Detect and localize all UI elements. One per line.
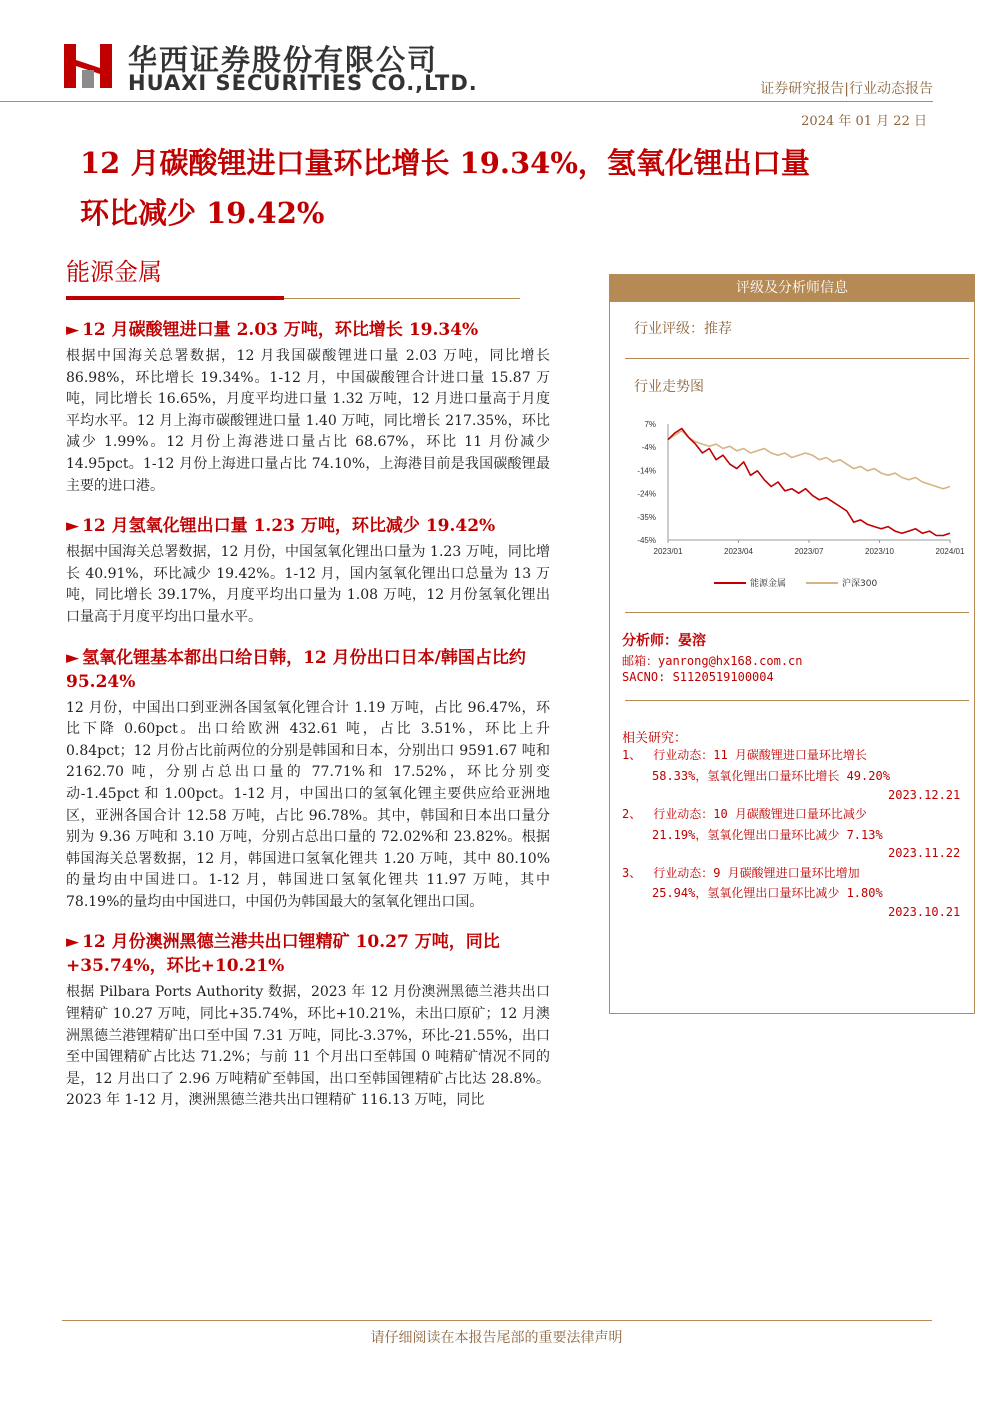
sidebar-divider <box>625 612 969 613</box>
series-line-sector <box>668 429 950 536</box>
sector-divider <box>284 298 520 299</box>
sector-underline <box>66 296 284 300</box>
analyst-name: 分析师：晏溶 <box>622 633 706 649</box>
y-tick-label: -35% <box>637 512 656 522</box>
section-heading: ► 氢氧化锂基本都出口给日韩，12 月份出口日本/韩国占比约 95.24% <box>66 647 526 692</box>
section-paragraph: 根据中国海关总署数据，12 月我国碳酸锂进口量 2.03 万吨，同比增长 86.98%，环比增长 19.34%。1-12 月，中国碳酸锂合计进口量 15.87 万吨，同比增长 16.65%，月度平均进口量 1.32 万吨，12 月进口量高于月度平均水平。12 月上海市碳酸锂进口量 1.40 万吨，同比增长 217.35%，环比减少 1.99%。12 月份上海港进口量占比 68.67%，环比 11 月份减少 14.95pct。1-12 月份上海进口量占比 74.10%，上海港目前是我国碳酸锂最主要的进口港。 <box>66 348 550 494</box>
y-tick-label: -4% <box>641 443 656 453</box>
x-tick-label: 2023/10 <box>865 547 894 556</box>
x-tick-label: 2023/01 <box>653 547 683 556</box>
bullet-arrow-icon: ► <box>66 320 80 340</box>
bullet-arrow-icon: ► <box>66 647 80 668</box>
industry-rating: 行业评级：推荐 <box>634 321 732 337</box>
report-type: 证券研究报告|行业动态报告 <box>760 81 933 97</box>
analyst-sacno: SACNO: S1120519100004 <box>622 670 774 684</box>
section-2 <box>66 514 550 628</box>
industry-trend-chart <box>628 416 968 596</box>
related-item-2-date: 2023.11.22 <box>888 846 961 860</box>
y-tick-label: -14% <box>637 466 656 476</box>
section-3 <box>66 646 550 914</box>
report-body <box>66 318 550 1129</box>
related-item-2-line-2: 21.19%，氢氧化锂出口量环比减少 7.13% <box>652 828 883 842</box>
huaxi-logo-icon <box>62 40 114 92</box>
sector-title: 能源金属 <box>66 258 162 286</box>
related-item-3: 3、 行业动态：9 月碳酸锂进口量环比增加 <box>622 866 860 880</box>
section-paragraph: 根据中国海关总署数据，12 月份，中国氢氧化锂出口量为 1.23 万吨，同比增长 40.91%，环比减少 19.42%。1-12 月，国内氢氧化锂出口总量为 13 万吨，同比增长 39.17%，月度平均出口量为 1.08 万吨，12 月份氢氧化锂出口量高于月度平均出口量水平。 <box>66 544 550 625</box>
section-paragraph: 12 月份，中国出口到亚洲各国氢氧化锂合计 1.19 万吨，占比 96.47%，环比下降 0.60pct。出口给欧洲 432.61 吨，占比 3.51%，环比上升 0.84pct；12 月份占比前两位的分别是韩国和日本，分别出口 9591.67 吨和 2162.70 吨，分别占总出口量的 77.71%和 17.52%，环比分别变动-1.45pct 和 1.00pct。1-12 月，中国出口的氢氧化锂主要供应给亚洲地区，亚洲各国合计 12.58 万吨，占比 96.78%。其中，韩国和日本出口量分别为 9.36 万吨和 3.10 万吨，分别占总出口量的 72.02%和 23.82%。根据韩国海关总署数据，12 月，韩国进口氢氧化锂共 1.20 万吨，其中 80.10%的量均由中国进口。1-12 月，韩国进口氢氧化锂共 11.97 万吨，其中 78.19%的量均由中国进口，中国仍为韩国最大的氢氧化锂出口国。 <box>66 699 550 910</box>
sidebar-bottom-border <box>609 1013 975 1014</box>
header-divider <box>0 101 933 102</box>
section-1 <box>66 318 550 497</box>
trend-chart-svg <box>628 416 968 596</box>
bullet-arrow-icon: ► <box>66 932 80 953</box>
y-tick-label: -24% <box>637 489 656 499</box>
sidebar-header: 评级及分析师信息 <box>609 274 975 302</box>
sidebar-divider <box>625 700 969 701</box>
x-tick-label: 2023/07 <box>794 547 824 556</box>
analyst-email: 邮箱：yanrong@hx168.com.cn <box>622 654 803 668</box>
legend-label: 能源金属 <box>750 579 787 589</box>
section-heading: ► 12 月氢氧化锂出口量 1.23 万吨，环比减少 19.42% <box>66 516 496 537</box>
y-tick-label: 7% <box>644 420 656 429</box>
section-heading: ► 12 月份澳洲黑德兰港共出口锂精矿 10.27 万吨，同比+35.74%，环比+10.21% <box>66 932 500 977</box>
report-title-line-2: 环比减少 19.42% <box>80 196 325 230</box>
legend-label: 沪深300 <box>842 579 878 589</box>
x-tick-label: 2023/04 <box>724 547 753 556</box>
footer-divider <box>62 1320 932 1321</box>
related-research-title: 相关研究： <box>622 731 688 746</box>
related-item-2: 2、 行业动态：10 月碳酸锂进口量环比减少 <box>622 807 867 821</box>
x-tick-label: 2024/01 <box>935 547 965 556</box>
section-4 <box>66 930 550 1112</box>
report-date: 2024 年 01 月 22 日 <box>801 114 927 129</box>
related-item-1: 1、 行业动态：11 月碳酸锂进口量环比增长 <box>622 748 867 762</box>
bullet-arrow-icon: ► <box>66 516 80 537</box>
report-title <box>80 138 960 238</box>
section-paragraph: 根据 Pilbara Ports Authority 数据，2023 年 12 月份澳洲黑德兰港共出口锂精矿 10.27 万吨，同比+35.74%，环比+10.21%，未出口原矿；12 月澳洲黑德兰港锂精矿出口至中国 7.31 万吨，同比-3.37%，环比-21.55%，出口至中国锂精矿占比达 71.2%；与前 11 个月出口至韩国 0 吨精矿情况不同的是，12 月出口了 2.96 万吨精矿至韩国，出口至韩国锂精矿占比达 28.8%。2023 年 1-12 月，澳洲黑德兰港共出口锂精矿 116.13 万吨，同比 <box>66 984 550 1109</box>
company-name-cn: 华西证券股份有限公司 <box>128 43 439 77</box>
related-item-3-line-2: 25.94%，氢氧化锂出口量环比减少 1.80% <box>652 886 883 900</box>
y-tick-label: -45% <box>637 536 656 545</box>
report-title-line-1: 12 月碳酸锂进口量环比增长 19.34%，氢氧化锂出口量 <box>80 146 810 180</box>
sidebar-divider <box>625 358 969 359</box>
related-item-1-line-2: 58.33%，氢氧化锂出口量环比增长 49.20% <box>652 769 890 783</box>
section-heading: ► 12 月碳酸锂进口量 2.03 万吨，环比增长 19.34% <box>66 320 479 340</box>
legal-notice: 请仔细阅读在本报告尾部的重要法律声明 <box>370 1330 623 1346</box>
series-line-benchmark <box>668 431 950 489</box>
company-name-en: HUAXI SECURITIES CO.,LTD. <box>128 71 478 95</box>
related-item-1-date: 2023.12.21 <box>888 788 961 802</box>
related-item-3-date: 2023.10.21 <box>888 905 961 919</box>
trend-chart-title: 行业走势图 <box>634 379 704 395</box>
